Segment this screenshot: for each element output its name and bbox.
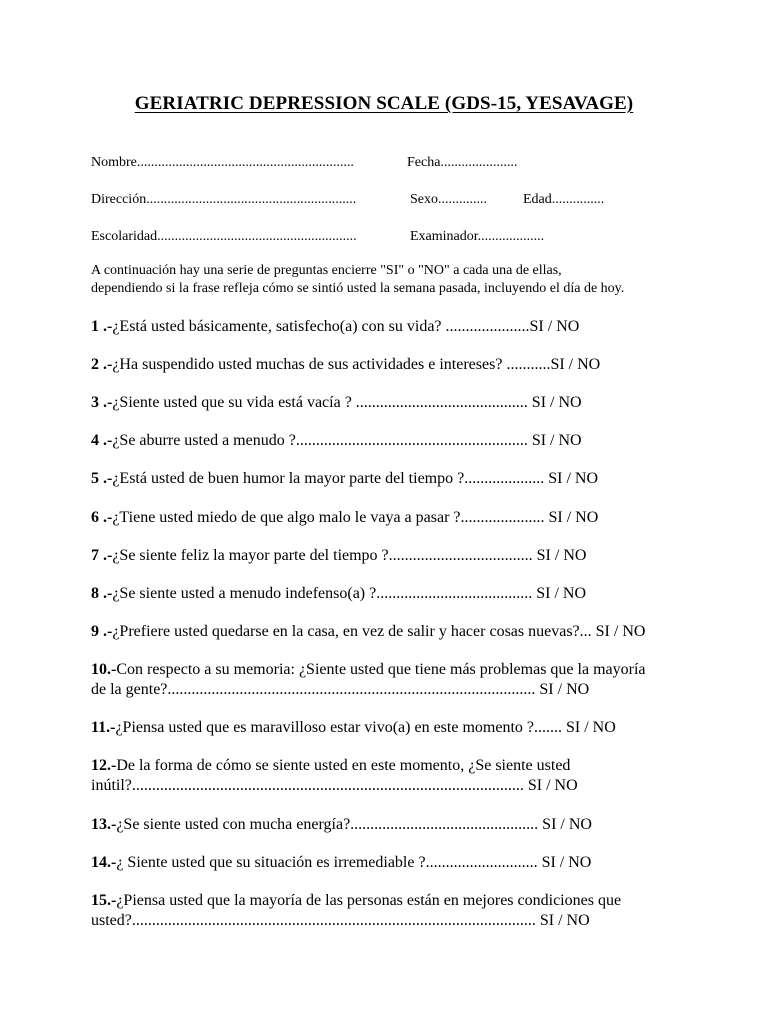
question-text: ¿Ha suspendido usted muchas de sus actividades e intereses? ...........SI / NO [112,356,601,373]
question-text: ¿Se aburre usted a menudo ?.......................................................... SI / NO [112,432,582,449]
question-12 [91,756,691,796]
question-number: 13.- [91,816,117,833]
sexo-field: Sexo.............. [410,192,487,207]
question-8 [91,584,691,604]
instructions-line-1: A continuación hay una serie de preguntas encierre "SI" o "NO" a cada una de ellas, [91,263,562,278]
question-number: 3 .- [91,394,113,411]
question-text: ¿Está usted de buen humor la mayor parte del tiempo ?.................... SI / NO [112,470,598,487]
question-2 [91,355,691,375]
question-number: 4 .- [91,432,113,449]
direccion-field: Dirección............................................................ [91,192,357,207]
question-11 [91,718,691,738]
question-text: ¿Prefiere usted quedarse en la casa, en vez de salir y hacer cosas nuevas?... SI / NO [112,623,646,640]
question-text-cont: usted?..................................................................................................... SI / NO [91,912,590,929]
question-13 [91,815,691,835]
question-text: ¿Está usted básicamente, satisfecho(a) con su vida? .....................SI / NO [112,318,580,335]
question-number: 1 .- [91,318,113,335]
question-number: 9 .- [91,623,113,640]
question-text-cont: inútil?.................................................................................................. SI / NO [91,777,578,794]
escolaridad-field: Escolaridad......................................................... [91,229,357,244]
question-10 [91,660,691,700]
question-9 [91,622,691,642]
question-number: 2 .- [91,356,113,373]
question-4 [91,431,691,451]
question-text-cont: de la gente?............................................................................................ SI / NO [91,681,590,698]
question-text: ¿Se siente feliz la mayor parte del tiempo ?.................................... SI / NO [112,547,587,564]
question-6 [91,508,691,528]
question-text: ¿Piensa usted que es maravilloso estar vivo(a) en este momento ?....... SI / NO [115,719,616,736]
question-text: ¿Tiene usted miedo de que algo malo le vaya a pasar ?..................... SI / NO [112,509,599,526]
question-text: ¿ Siente usted que su situación es irremediable ?............................ SI / NO [116,854,592,871]
question-text: De la forma de cómo se siente usted en este momento, ¿Se siente usted [116,757,571,774]
question-text: Con respecto a su memoria: ¿Siente usted que tiene más problemas que la mayoría [116,661,646,678]
question-number: 14.- [91,854,117,871]
question-text: ¿Se siente usted con mucha energía?............................................... SI / NO [116,816,592,833]
question-number: 7 .- [91,547,113,564]
edad-field: Edad............... [523,192,605,207]
question-3 [91,393,691,413]
question-number: 6 .- [91,509,113,526]
question-number: 12.- [91,757,117,774]
examinador-field: Examinador................... [410,229,545,244]
question-15 [91,891,691,931]
question-number: 10.- [91,661,117,678]
question-number: 11.- [91,719,116,736]
question-number: 5 .- [91,470,113,487]
page-title: GERIATRIC DEPRESSION SCALE (GDS-15, YESAVAGE) [134,93,634,114]
instructions [91,262,681,297]
instructions-line-2: dependiendo si la frase refleja cómo se sintió usted la semana pasada, incluyendo el día de hoy. [91,280,625,296]
nombre-field: Nombre.............................................................. [91,155,354,170]
question-text: ¿Siente usted que su vida está vacía ? ........................................... SI / NO [112,394,582,411]
question-1 [91,317,691,337]
question-number: 15.- [91,892,117,909]
question-14 [91,853,691,873]
question-text: ¿Se siente usted a menudo indefenso(a) ?....................................... SI / NO [112,585,587,602]
question-5 [91,469,691,489]
question-number: 8 .- [91,585,113,602]
fecha-field: Fecha...................... [407,155,518,170]
question-7 [91,546,691,566]
question-text: ¿Piensa usted que la mayoría de las personas están en mejores condiciones que [116,892,622,909]
